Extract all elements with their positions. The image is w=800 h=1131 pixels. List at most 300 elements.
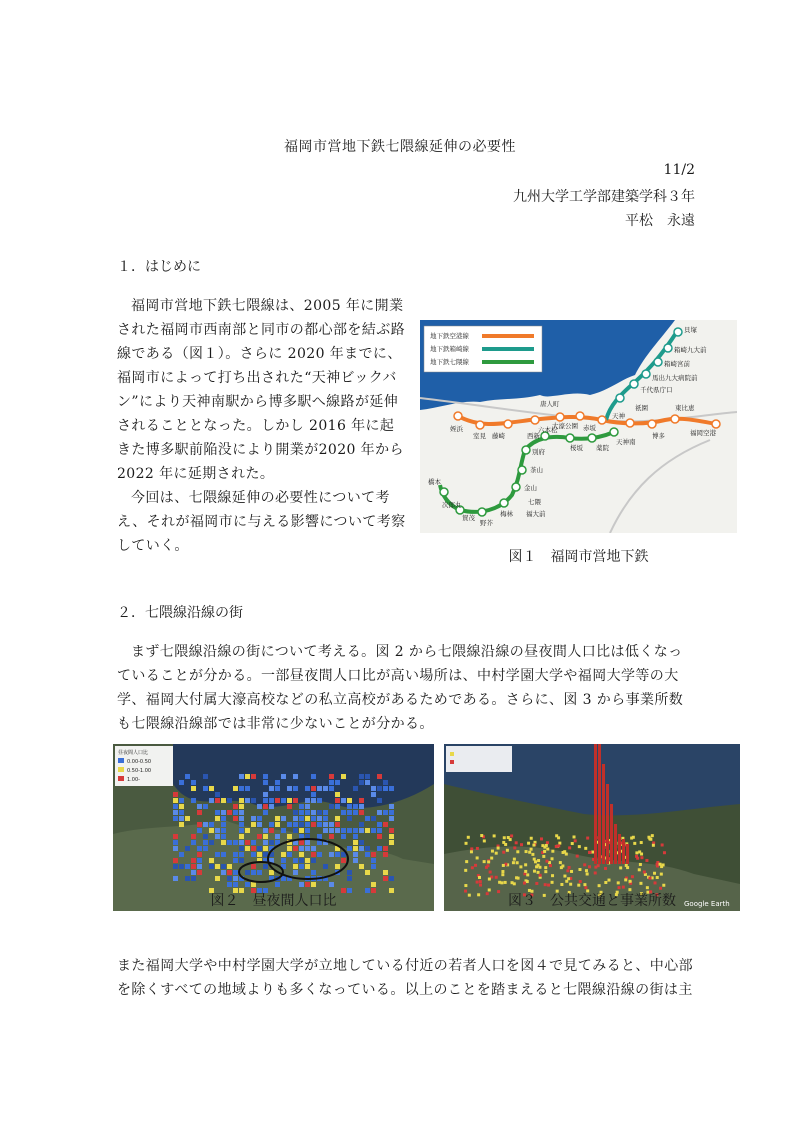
business-dot <box>534 860 537 863</box>
population-cell <box>347 828 352 833</box>
business-dot <box>598 884 601 887</box>
business-dot <box>563 875 566 878</box>
population-cell <box>365 870 370 875</box>
population-cell <box>329 822 334 827</box>
population-cell <box>275 882 280 887</box>
business-dot <box>530 848 533 851</box>
population-cell <box>221 828 226 833</box>
population-cell <box>383 876 388 881</box>
label-akasaka: 赤坂 <box>583 424 596 432</box>
population-cell <box>353 786 358 791</box>
population-cell <box>311 786 316 791</box>
business-bar <box>618 834 621 864</box>
population-cell <box>227 840 232 845</box>
population-cell <box>239 840 244 845</box>
business-dot <box>519 865 522 868</box>
population-cell <box>185 876 190 881</box>
business-dot <box>539 874 542 877</box>
population-cell <box>257 834 262 839</box>
population-cell <box>281 774 286 779</box>
population-cell <box>179 798 184 803</box>
business-dot <box>486 864 489 867</box>
business-dot <box>512 861 515 864</box>
population-cell <box>365 828 370 833</box>
population-cell <box>245 840 250 845</box>
population-cell <box>263 828 268 833</box>
population-cell <box>209 858 214 863</box>
business-dot <box>551 881 554 884</box>
business-dot <box>507 836 510 839</box>
population-cell <box>197 810 202 815</box>
population-cell <box>185 846 190 851</box>
business-dot <box>544 883 547 886</box>
business-dot <box>530 837 533 840</box>
population-cell <box>233 804 238 809</box>
population-cell <box>239 798 244 803</box>
business-dot <box>511 881 514 884</box>
business-dot <box>503 836 506 839</box>
town-paragraph-1: まず七隈線沿線の街について考える。図 2 から七隈線沿線の昼夜間人口比は低くなっていることが分かる。一部昼夜間人口比が高い場所は、中村学園大学や福岡大学等の大学、福岡大付属大濠高校などの私立高校があるためである。さらに、図 3 から事業所数も七隈線沿線部では非常に少ないことが分かる。 <box>117 644 684 732</box>
business-dot <box>585 869 588 872</box>
business-dot <box>589 851 592 854</box>
population-cell <box>293 798 298 803</box>
label-higashihie: 東比恵 <box>675 404 695 412</box>
business-dot <box>631 875 634 878</box>
population-cell <box>263 834 268 839</box>
population-cell <box>215 828 220 833</box>
label-umebayashi: 梅林 <box>500 510 513 518</box>
population-cell <box>293 846 298 851</box>
business-dot <box>633 842 636 845</box>
population-cell <box>221 870 226 875</box>
population-cell <box>227 876 232 881</box>
business-dot <box>568 846 571 849</box>
business-dot <box>520 843 523 846</box>
population-cell <box>179 780 184 785</box>
business-dot <box>643 870 646 873</box>
business-dot <box>570 870 573 873</box>
population-cell <box>377 810 382 815</box>
population-cell <box>365 846 370 851</box>
population-cell <box>233 858 238 863</box>
population-cell <box>239 858 244 863</box>
population-cell <box>173 792 178 797</box>
population-cell <box>299 852 304 857</box>
label-kamo: 賀茂 <box>462 514 475 522</box>
population-cell <box>305 804 310 809</box>
business-dot <box>546 848 549 851</box>
population-cell <box>353 846 358 851</box>
business-dot <box>465 860 468 863</box>
population-cell <box>191 840 196 845</box>
population-cell <box>371 786 376 791</box>
population-cell <box>275 834 280 839</box>
population-cell <box>197 822 202 827</box>
population-cell <box>371 816 376 821</box>
population-cell <box>221 822 226 827</box>
population-cell <box>299 846 304 851</box>
business-dot <box>470 847 473 850</box>
business-dot <box>648 837 651 840</box>
business-dot <box>474 864 477 867</box>
population-cell <box>209 798 214 803</box>
population-cell <box>287 852 292 857</box>
business-dot <box>653 872 656 875</box>
business-dot <box>640 856 643 859</box>
population-cell <box>353 810 358 815</box>
population-cell <box>317 810 322 815</box>
legend-nanakuma-line: 地下鉄七隈線 <box>430 358 469 366</box>
population-cell <box>335 804 340 809</box>
population-cell <box>185 816 190 821</box>
population-cell <box>257 816 262 821</box>
population-cell <box>239 774 244 779</box>
label-hashimoto: 橋本 <box>428 478 441 486</box>
population-cell <box>299 858 304 863</box>
section-heading-intro: １．はじめに <box>117 259 201 275</box>
population-cell <box>359 846 364 851</box>
label-kyudai: 箱崎九大前 <box>674 346 707 354</box>
population-cell <box>173 834 178 839</box>
population-cell <box>251 816 256 821</box>
business-dot <box>660 873 663 876</box>
business-dot <box>651 834 654 837</box>
figure-2-caption: 図２ 昼夜間人口比 <box>210 893 337 909</box>
population-cell <box>389 840 394 845</box>
population-cell <box>293 816 298 821</box>
population-cell <box>299 882 304 887</box>
fig2-legend-item-3: 1.00- <box>127 777 140 783</box>
business-dot <box>654 881 657 884</box>
business-dot <box>504 881 507 884</box>
population-cell <box>227 810 232 815</box>
label-jiromaru: 次郎丸 <box>442 501 462 509</box>
population-cell <box>215 876 220 881</box>
population-cell <box>329 780 334 785</box>
population-cell <box>269 840 274 845</box>
population-cell <box>359 822 364 827</box>
population-cell <box>281 852 286 857</box>
population-cell <box>293 870 298 875</box>
population-cell <box>269 828 274 833</box>
population-cell <box>335 780 340 785</box>
population-cell <box>353 852 358 857</box>
business-dot <box>545 860 548 863</box>
business-dot <box>464 884 467 887</box>
business-dot <box>487 860 490 863</box>
business-dot <box>489 871 492 874</box>
population-cell <box>269 798 274 803</box>
population-cell <box>221 798 226 803</box>
population-cell <box>191 798 196 803</box>
population-cell <box>245 882 250 887</box>
label-miyamae: 箱崎宮前 <box>664 360 690 368</box>
population-cell <box>251 774 256 779</box>
business-dot <box>639 863 642 866</box>
label-kaizuka: 貝塚 <box>684 326 697 334</box>
population-cell <box>347 798 352 803</box>
business-bar <box>626 844 629 864</box>
business-dot <box>513 858 516 861</box>
section-heading-town: ２．七隈線沿線の街 <box>117 605 243 621</box>
business-dot <box>542 855 545 858</box>
population-cell <box>275 786 280 791</box>
population-cell <box>281 828 286 833</box>
business-dot <box>583 883 586 886</box>
label-ropponmatsu: 六本松 <box>538 426 558 434</box>
population-cell <box>251 798 256 803</box>
population-cell <box>263 846 268 851</box>
business-dot <box>638 850 641 853</box>
population-cell <box>341 834 346 839</box>
population-cell <box>311 852 316 857</box>
business-dot <box>502 851 505 854</box>
population-cell <box>299 840 304 845</box>
population-cell <box>347 876 352 881</box>
business-bar <box>614 824 617 864</box>
population-cell <box>173 810 178 815</box>
label-gion: 祇園 <box>635 404 648 412</box>
population-cell <box>305 846 310 851</box>
business-bar <box>610 804 613 864</box>
population-cell <box>371 864 376 869</box>
population-cell <box>233 852 238 857</box>
business-dot <box>625 864 628 867</box>
business-dot <box>506 849 509 852</box>
business-dot <box>537 871 540 874</box>
business-dot <box>502 841 505 844</box>
business-dot <box>501 873 504 876</box>
population-cell <box>299 828 304 833</box>
population-cell <box>209 828 214 833</box>
business-dot <box>540 837 543 840</box>
business-dot <box>476 856 479 859</box>
population-cell <box>263 792 268 797</box>
business-dot <box>560 883 563 886</box>
label-fujisaki: 藤崎 <box>492 432 505 440</box>
business-dot <box>501 870 504 873</box>
label-nishijin: 西新 <box>527 432 540 440</box>
business-dot <box>525 850 528 853</box>
population-cell <box>233 876 238 881</box>
population-cell <box>335 816 340 821</box>
population-cell <box>329 834 334 839</box>
population-cell <box>329 882 334 887</box>
business-dot <box>549 864 552 867</box>
business-dot <box>544 866 547 869</box>
business-dot <box>537 864 540 867</box>
figure-2-day-night-ratio-map <box>113 744 434 911</box>
business-dot <box>541 844 544 847</box>
business-dot <box>662 863 665 866</box>
business-dot <box>622 886 625 889</box>
business-dot <box>629 880 632 883</box>
population-cell <box>215 810 220 815</box>
population-cell <box>329 828 334 833</box>
label-fukudaimae: 福大前 <box>526 510 546 518</box>
population-cell <box>179 864 184 869</box>
population-cell <box>323 810 328 815</box>
population-cell <box>353 858 358 863</box>
population-cell <box>305 816 310 821</box>
population-cell <box>341 858 346 863</box>
population-cell <box>227 870 232 875</box>
population-cell <box>341 810 346 815</box>
population-cell <box>383 822 388 827</box>
population-cell <box>239 786 244 791</box>
figure-1-subway-map <box>420 320 737 533</box>
business-dot <box>497 847 500 850</box>
population-cell <box>251 870 256 875</box>
label-yakuin: 薬院 <box>596 444 609 452</box>
population-cell <box>179 816 184 821</box>
population-cell <box>203 786 208 791</box>
population-cell <box>305 840 310 845</box>
business-dot <box>604 881 607 884</box>
population-cell <box>383 786 388 791</box>
population-cell <box>191 876 196 881</box>
population-cell <box>275 780 280 785</box>
business-dot <box>528 851 531 854</box>
label-ohori: 大濠公園 <box>552 422 578 430</box>
population-cell <box>221 816 226 821</box>
population-cell <box>359 810 364 815</box>
business-bar <box>602 764 605 864</box>
population-cell <box>227 864 232 869</box>
population-cell <box>197 828 202 833</box>
population-cell <box>191 786 196 791</box>
population-cell <box>239 816 244 821</box>
population-cell <box>269 786 274 791</box>
business-dot <box>662 884 665 887</box>
population-cell <box>305 786 310 791</box>
business-dot <box>569 883 572 886</box>
figure-3-caption: 図３ 公共交通と事業所数 <box>508 893 676 909</box>
population-cell <box>383 780 388 785</box>
population-cell <box>305 798 310 803</box>
population-cell <box>203 774 208 779</box>
population-cell <box>389 816 394 821</box>
population-cell <box>191 780 196 785</box>
business-dot <box>659 863 662 866</box>
business-dot <box>490 857 493 860</box>
population-cell <box>329 852 334 857</box>
population-cell <box>203 804 208 809</box>
population-cell <box>257 822 262 827</box>
business-dot <box>571 842 574 845</box>
population-cell <box>389 876 394 881</box>
business-bar <box>594 744 597 864</box>
business-dot <box>645 859 648 862</box>
population-cell <box>359 840 364 845</box>
population-cell <box>215 834 220 839</box>
population-cell <box>359 798 364 803</box>
business-dot <box>524 863 527 866</box>
population-cell <box>263 780 268 785</box>
business-dot <box>649 877 652 880</box>
fig2-legend-title: 昼夜間人口比 <box>118 750 149 756</box>
fig2-legend-item-2: 0.50-1.00 <box>127 768 152 774</box>
population-cell <box>371 792 376 797</box>
population-cell <box>209 822 214 827</box>
population-cell <box>245 870 250 875</box>
business-dot <box>495 852 498 855</box>
business-dot <box>491 850 494 853</box>
population-cell <box>365 816 370 821</box>
business-dot <box>483 860 486 863</box>
business-dot <box>578 845 581 848</box>
population-cell <box>173 816 178 821</box>
business-dot <box>561 864 564 867</box>
business-dot <box>640 841 643 844</box>
label-hakata: 博多 <box>652 432 665 440</box>
population-cell <box>203 846 208 851</box>
business-dot <box>515 841 518 844</box>
population-cell <box>293 858 298 863</box>
business-dot <box>646 886 649 889</box>
population-cell <box>173 840 178 845</box>
population-cell <box>263 864 268 869</box>
population-cell <box>293 810 298 815</box>
business-dot <box>586 873 589 876</box>
population-cell <box>251 840 256 845</box>
population-cell <box>281 858 286 863</box>
business-dot <box>532 844 535 847</box>
population-cell <box>197 846 202 851</box>
business-dot <box>578 868 581 871</box>
label-maidashi: 馬出九大病院前 <box>652 374 698 382</box>
business-dot <box>465 842 468 845</box>
business-dot <box>584 886 587 889</box>
population-cell <box>173 858 178 863</box>
population-cell <box>317 852 322 857</box>
business-dot <box>579 880 582 883</box>
business-dot <box>551 874 554 877</box>
population-cell <box>215 816 220 821</box>
population-cell <box>221 810 226 815</box>
population-cell <box>221 864 226 869</box>
population-cell <box>263 852 268 857</box>
business-dot <box>523 882 526 885</box>
intro-paragraphs <box>117 294 407 558</box>
business-dot <box>527 842 530 845</box>
business-dot <box>479 880 482 883</box>
population-cell <box>215 864 220 869</box>
population-cell <box>263 804 268 809</box>
business-dot <box>535 882 538 885</box>
population-cell <box>197 870 202 875</box>
population-cell <box>239 822 244 827</box>
population-cell <box>191 858 196 863</box>
population-cell <box>245 786 250 791</box>
population-cell <box>263 840 268 845</box>
page-title: 福岡市営地下鉄七隈線延伸の必要性 <box>284 139 516 155</box>
fig3-legend <box>446 746 512 772</box>
legend-airport-line: 地下鉄空港線 <box>430 332 469 340</box>
population-cell <box>359 828 364 833</box>
label-sakurazaka: 桜坂 <box>570 444 583 452</box>
population-cell <box>215 798 220 803</box>
population-cell <box>299 810 304 815</box>
business-dot <box>464 869 467 872</box>
population-cell <box>377 786 382 791</box>
population-cell <box>197 852 202 857</box>
population-cell <box>173 798 178 803</box>
label-beppu: 別府 <box>532 448 545 456</box>
business-dot <box>476 881 479 884</box>
business-dot <box>467 836 470 839</box>
population-cell <box>305 858 310 863</box>
